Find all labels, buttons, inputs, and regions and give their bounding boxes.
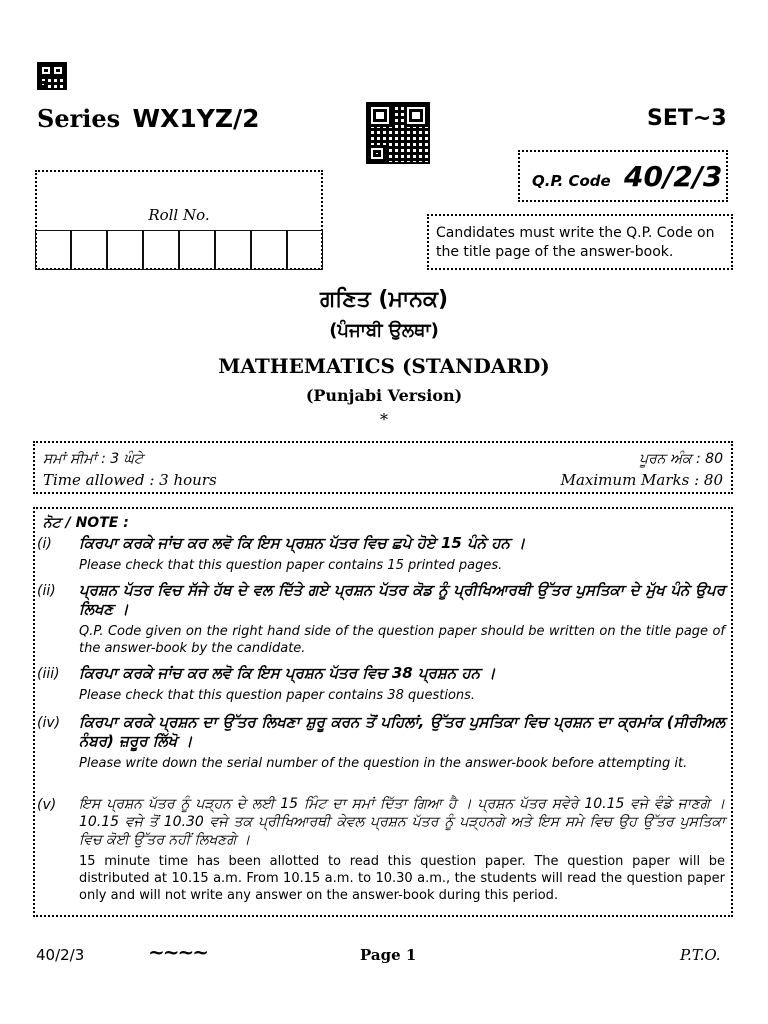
max-marks-punjabi: ਪੂਰਨ ਅੰਕ : 80 bbox=[639, 451, 723, 467]
punjabi-version-title: (ਪੰਜਾਬੀ ਉਲਥਾ) bbox=[329, 320, 439, 341]
roll-number-label: Roll No. bbox=[148, 206, 210, 224]
series-label bbox=[37, 104, 260, 133]
punjabi-subject-title: ਗਣਿਤ (ਮਾਨਕ) bbox=[319, 287, 449, 312]
series-code: WX1YZ/2 bbox=[132, 104, 260, 133]
notes-title: ਨੋਟ / NOTE : bbox=[43, 515, 129, 531]
page-number: Page 1 bbox=[360, 946, 417, 964]
roll-cell[interactable] bbox=[287, 230, 323, 270]
set-number: SET~3 bbox=[647, 106, 727, 131]
english-version-title: (Punjabi Version) bbox=[305, 386, 463, 405]
note-punjabi: ਕਿਰਪਾ ਕਰਕੇ ਜਾਂਚ ਕਰ ਲਵੋ ਕਿ ਇਸ ਪ੍ਰਸ਼ਨ ਪੱਤਰ ਵਿਚ ਛਪੇ ਹੋਏ 15 ਪੰਨੇ ਹਨ । bbox=[79, 534, 526, 552]
roll-cell[interactable] bbox=[251, 230, 287, 270]
note-english: Please check that this question paper contains 38 questions. bbox=[79, 688, 476, 703]
star-mark: * bbox=[380, 410, 388, 429]
qr-code bbox=[366, 102, 430, 164]
qp-code-value: 40/2/3 bbox=[624, 160, 723, 193]
note-punjabi: ਕਿਰਪਾ ਕਰਕੇ ਜਾਂਚ ਕਰ ਲਵੋ ਕਿ ਇਸ ਪ੍ਰਸ਼ਨ ਪੱਤਰ ਵਿਚ 38 ਪ੍ਰਸ਼ਨ ਹਨ । bbox=[79, 664, 496, 682]
roll-number-cells bbox=[35, 230, 323, 270]
footer-code: 40/2/3 bbox=[36, 946, 85, 964]
qp-code-label: Q.P. Code bbox=[532, 172, 611, 190]
time-marks-box bbox=[33, 441, 733, 494]
note-english: Please check that this question paper contains 15 printed pages. bbox=[79, 558, 503, 573]
note-item bbox=[35, 581, 731, 657]
footer-tilde: ~~~~ bbox=[148, 940, 208, 964]
roll-cell[interactable] bbox=[179, 230, 215, 270]
english-subject-title: MATHEMATICS (STANDARD) bbox=[218, 354, 550, 378]
time-allowed-punjabi: ਸਮਾਂ ਸੀਮਾਂ : 3 ਘੰਟੇ bbox=[43, 451, 144, 467]
note-punjabi: ਇਸ ਪ੍ਰਸ਼ਨ ਪੱਤਰ ਨੂੰ ਪੜ੍ਹਨ ਦੇ ਲਈ 15 ਮਿੰਟ ਦਾ ਸਮਾਂ ਦਿੱਤਾ ਗਿਆ ਹੈ । ਪ੍ਰਸ਼ਨ ਪੱਤਰ ਸਵੇਰੇ 10.15 ਵਜੇ ਵੰਡੇ ਜਾਣਗੇ । 10.15 ਵਜੇ ਤੋਂ 10.30 ਵਜੇ ਤਕ ਪ੍ਰੀਖਿਆਰਥੀ ਕੇਵਲ ਪ੍ਰਸ਼ਨ ਪੱਤਰ ਨੂੰ ਪੜ੍ਹਨਗੇ ਅਤੇ ਇਸ ਸਮੇ ਵਿਚ ਉਹ ਉੱਤਰ ਪੁਸਤਿਕਾ ਵਿਚ ਕੋਈ ਉੱਤਰ ਨਹੀਂ ਲਿਖਣਗੇ । bbox=[79, 796, 725, 848]
note-english: 15 minute time has been allotted to read this question paper. The question paper will be distributed at 10.15 a.m. From 10.15 a.m. to 10.30 a.m., the students will read the question paper only and will not write any answer on the answer-book during this period. bbox=[79, 854, 725, 903]
roll-cell[interactable] bbox=[71, 230, 107, 270]
note-number: (v) bbox=[37, 797, 57, 813]
candidate-instruction-box: Candidates must write the Q.P. Code on the title page of the answer-book. bbox=[427, 214, 733, 270]
roll-cell[interactable] bbox=[143, 230, 179, 270]
note-item bbox=[35, 713, 731, 772]
note-item bbox=[35, 664, 731, 704]
note-punjabi: ਪ੍ਰਸ਼ਨ ਪੱਤਰ ਵਿਚ ਸੱਜੇ ਹੱਥ ਦੇ ਵਲ ਦਿੱਤੇ ਗਏ ਪ੍ਰਸ਼ਨ ਪੱਤਰ ਕੋਡ ਨੂੰ ਪ੍ਰੀਖਿਆਰਥੀ ਉੱਤਰ ਪੁਸਤਿਕਾ ਦੇ ਮੁੱਖ ਪੰਨੇ ਉਪਰ ਲਿਖਣ । bbox=[79, 581, 725, 618]
roll-cell[interactable] bbox=[35, 230, 71, 270]
note-number: (ii) bbox=[37, 583, 56, 599]
qp-code-box bbox=[518, 150, 728, 202]
small-qr-code bbox=[37, 62, 67, 90]
notes-box bbox=[33, 507, 733, 917]
note-number: (iv) bbox=[37, 715, 61, 731]
note-punjabi: ਕਿਰਪਾ ਕਰਕੇ ਪ੍ਰਸ਼ਨ ਦਾ ਉੱਤਰ ਲਿਖਣਾ ਸ਼ੁਰੂ ਕਰਨ ਤੋਂ ਪਹਿਲਾਂ, ਉੱਤਰ ਪੁਸਤਿਕਾ ਵਿਚ ਪ੍ਰਸ਼ਨ ਦਾ ਕ੍ਰਮਾਂਕ (ਸੀਰੀਅਲ ਨੰਬਰ) ਜ਼ਰੂਰ ਲਿੱਖੋ । bbox=[79, 713, 725, 750]
roll-cell[interactable] bbox=[107, 230, 143, 270]
note-number: (iii) bbox=[37, 666, 60, 682]
time-allowed: Time allowed : 3 hours bbox=[43, 471, 217, 489]
note-number: (i) bbox=[37, 536, 52, 552]
max-marks: Maximum Marks : 80 bbox=[560, 471, 723, 489]
note-english: Q.P. Code given on the right hand side of the question paper should be written on the title page of the answer-book by the candidate. bbox=[79, 624, 725, 656]
note-item bbox=[35, 795, 731, 904]
note-english: Please write down the serial number of the question in the answer-book before attempting it. bbox=[79, 756, 688, 771]
pto-label: P.T.O. bbox=[680, 946, 721, 964]
series-text: Series bbox=[37, 104, 121, 133]
roll-number-box bbox=[35, 170, 323, 270]
roll-cell[interactable] bbox=[215, 230, 251, 270]
note-item bbox=[35, 534, 731, 574]
